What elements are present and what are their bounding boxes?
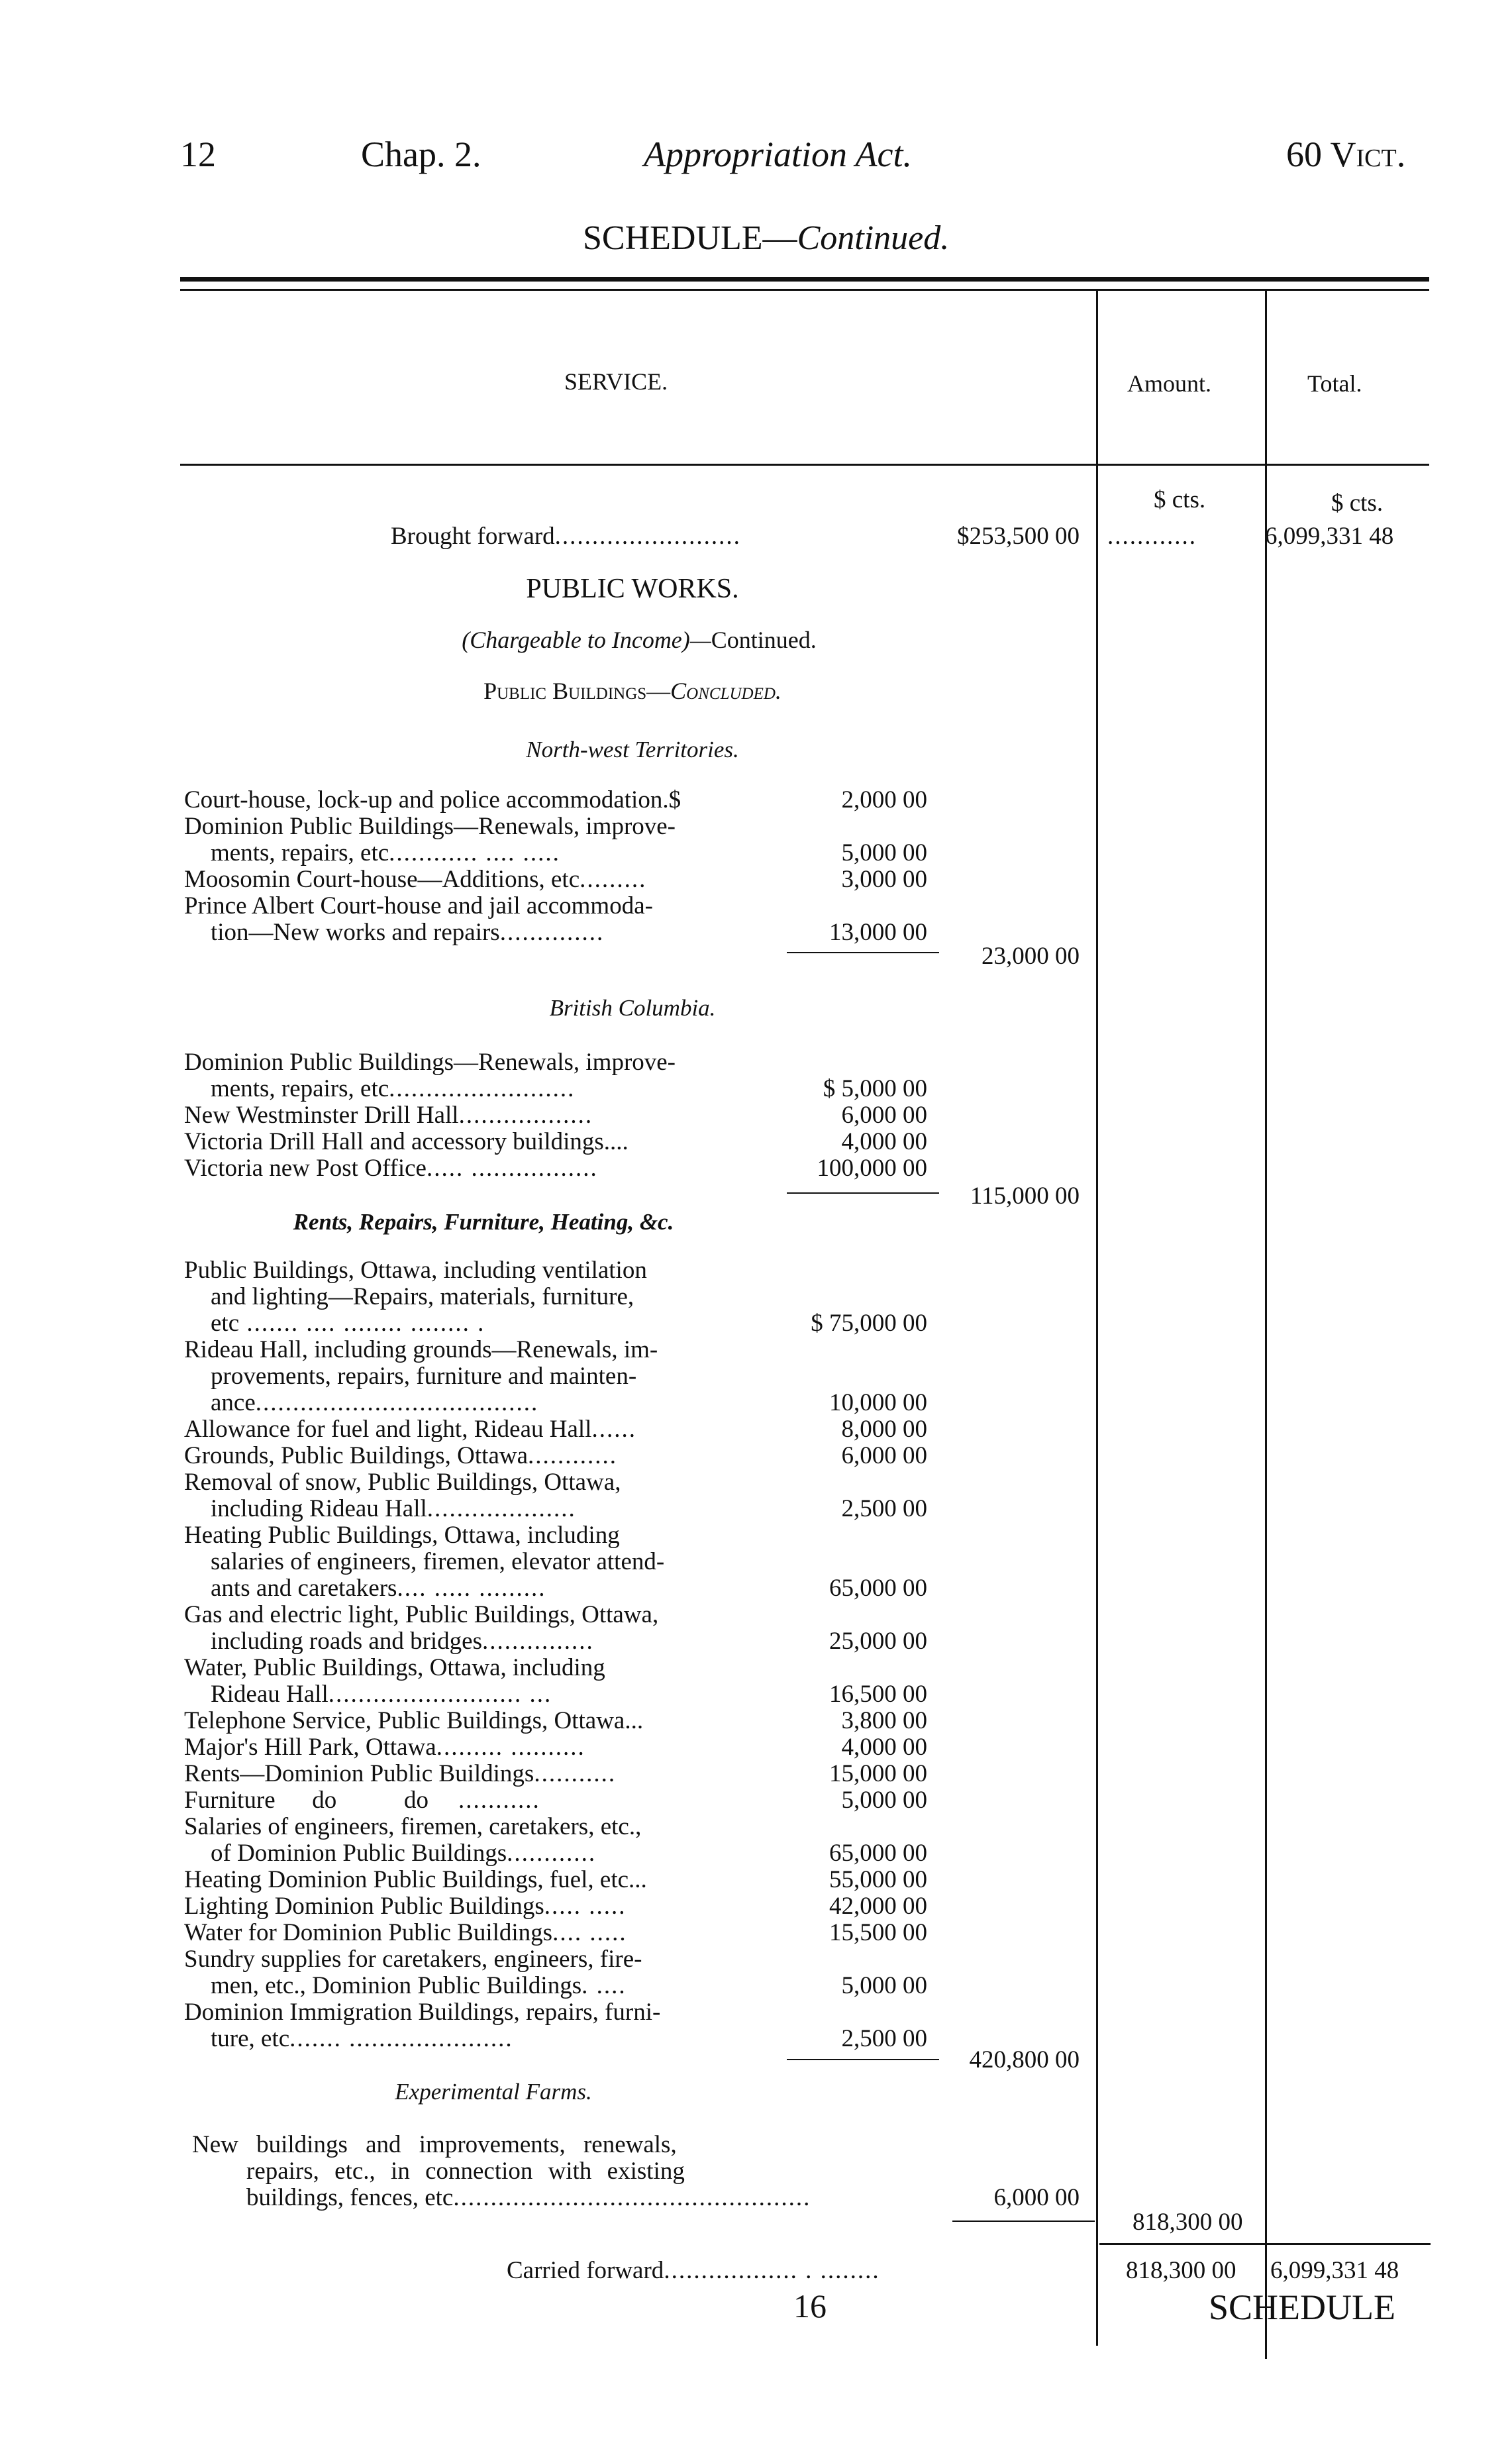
column-divider-amount — [1265, 289, 1267, 2359]
service-column-header: SERVICE. — [564, 368, 668, 395]
list-item: Dominion Public Buildings—Renewals, improve- — [184, 1049, 676, 1076]
carried-forward-amount: 818,300 00 — [1126, 2257, 1236, 2284]
item-value: 8,000 00 — [841, 1416, 927, 1443]
farms-heading: Experimental Farms. — [395, 2079, 592, 2105]
item-value: 3,800 00 — [841, 1707, 927, 1734]
item-value: 13,000 00 — [829, 919, 927, 946]
item-value: 16,500 00 — [829, 1681, 927, 1708]
farms-value: 6,000 00 — [993, 2184, 1080, 2211]
nwt-heading: North-west Territories. — [526, 737, 739, 762]
chapter-label: Chap. 2. — [361, 134, 481, 174]
bottom-rule — [1099, 2243, 1431, 2245]
act-title: Appropriation Act. — [644, 134, 912, 174]
total-units: $ cts. — [1331, 490, 1384, 517]
item-value: 65,000 00 — [829, 1840, 927, 1867]
list-item: Water, Public Buildings, Ottawa, including — [184, 1654, 605, 1681]
bc-heading: British Columbia. — [549, 995, 716, 1021]
list-item-continuation: men, etc., Dominion Public Buildings. .... — [211, 1972, 627, 1999]
list-item-continuation: ance...................................... — [211, 1389, 539, 1416]
list-item: Furniture do do ........... — [184, 1787, 540, 1814]
list-item-continuation: buildings, fences, etc................................................ — [246, 2184, 811, 2211]
list-item: Victoria Drill Hall and accessory buildings.... — [184, 1128, 629, 1155]
list-item-continuation: salaries of engineers, firemen, elevator attend- — [211, 1548, 665, 1575]
list-item: Telephone Service, Public Buildings, Ottawa... — [184, 1707, 644, 1734]
item-value: 10,000 00 — [829, 1389, 927, 1416]
item-value: 3,000 00 — [841, 866, 927, 893]
item-value: 15,500 00 — [829, 1919, 927, 1946]
list-item: Rents—Dominion Public Buildings........... — [184, 1760, 617, 1787]
amount-column-header: Amount. — [1127, 370, 1212, 397]
item-value: 55,000 00 — [829, 1866, 927, 1893]
total-column-header: Total. — [1307, 370, 1362, 397]
dot-leader: ............ — [1107, 523, 1197, 550]
list-item-continuation: Rideau Hall.......................... ... — [211, 1681, 552, 1708]
item-value: 2,500 00 — [841, 2025, 927, 2052]
item-value: 25,000 00 — [829, 1628, 927, 1655]
rents-heading: Rents, Repairs, Furniture, Heating, &c. — [293, 1209, 674, 1235]
section-title: PUBLIC WORKS. — [526, 574, 739, 604]
schedule-title: SCHEDULE—Continued. — [583, 219, 950, 257]
brought-forward-total: 6,099,331 48 — [1265, 523, 1394, 550]
list-item: Gas and electric light, Public Buildings, Ottawa, — [184, 1601, 659, 1628]
list-item-continuation: ments, repairs, etc......................... — [211, 1075, 576, 1102]
subsection-title: Public Buildings—Concluded. — [483, 678, 781, 704]
list-item: New Westminster Drill Hall.................. — [184, 1102, 593, 1129]
list-item: Heating Dominion Public Buildings, fuel, etc... — [184, 1866, 647, 1893]
item-value: $ 5,000 00 — [823, 1075, 927, 1102]
list-item: Moosomin Court-house—Additions, etc......... — [184, 866, 647, 893]
list-item-continuation: including Rideau Hall.................... — [211, 1495, 576, 1522]
list-item: Dominion Immigration Buildings, repairs, furni- — [184, 1999, 661, 2026]
item-value: 2,500 00 — [841, 1495, 927, 1522]
item-value: 5,000 00 — [841, 1972, 927, 1999]
list-item: Rideau Hall, including grounds—Renewals, im- — [184, 1336, 658, 1363]
item-value: 42,000 00 — [829, 1893, 927, 1920]
item-value: 6,000 00 — [841, 1442, 927, 1469]
list-item-continuation: etc ....... .... ........ ........ . — [211, 1310, 485, 1337]
list-item-continuation: ants and caretakers.... ..... ......... — [211, 1575, 546, 1602]
item-value: 4,000 00 — [841, 1734, 927, 1761]
carried-forward-total: 6,099,331 48 — [1270, 2257, 1399, 2284]
page-number: 12 — [180, 134, 216, 174]
list-item: Prince Albert Court-house and jail accommoda- — [184, 892, 653, 919]
item-value: 5,000 00 — [841, 839, 927, 866]
nwt-subtotal: 23,000 00 — [982, 943, 1080, 970]
catchword: SCHEDULE — [1209, 2287, 1395, 2327]
list-item: Victoria new Post Office..... ................. — [184, 1155, 598, 1182]
subtotal-rule — [787, 2059, 939, 2060]
signature-mark: 16 — [793, 2287, 827, 2325]
brought-forward-amount: $253,500 00 — [957, 523, 1080, 550]
list-item-continuation: provements, repairs, furniture and mainten- — [211, 1363, 637, 1390]
header-rule — [180, 464, 1429, 466]
list-item: Major's Hill Park, Ottawa......... .......... — [184, 1734, 585, 1761]
item-value: 5,000 00 — [841, 1787, 927, 1814]
amount-rule — [952, 2221, 1095, 2222]
subtotal-rule — [787, 1192, 939, 1194]
list-item: Grounds, Public Buildings, Ottawa............ — [184, 1442, 618, 1469]
item-value: 4,000 00 — [841, 1128, 927, 1155]
list-item: Removal of snow, Public Buildings, Ottawa, — [184, 1469, 621, 1496]
item-value: 65,000 00 — [829, 1575, 927, 1602]
subtotal-rule — [787, 952, 939, 953]
amount-units: $ cts. — [1154, 486, 1206, 513]
bc-subtotal: 115,000 00 — [970, 1182, 1080, 1210]
list-item-continuation: including roads and bridges............... — [211, 1628, 594, 1655]
list-item: Water for Dominion Public Buildings.... ..... — [184, 1919, 627, 1946]
list-item-continuation: ture, etc....... ...................... — [211, 2025, 513, 2052]
chargeable-note: (Chargeable to Income)—Continued. — [462, 627, 817, 653]
list-item-continuation: ments, repairs, etc............ .... ..... — [211, 839, 560, 866]
item-value: 6,000 00 — [841, 1102, 927, 1129]
list-item: New buildings and improvements, renewals, — [192, 2131, 677, 2158]
column-divider-service — [1096, 289, 1098, 2346]
amount-column-total: 818,300 00 — [1133, 2209, 1243, 2236]
brought-forward-label: Brought forward......................... — [391, 523, 741, 550]
item-value: 2,000 00 — [841, 786, 927, 813]
item-value: 15,000 00 — [829, 1760, 927, 1787]
list-item: Public Buildings, Ottawa, including ventilation — [184, 1257, 647, 1284]
list-item-continuation: of Dominion Public Buildings............ — [211, 1840, 597, 1867]
top-rule-thick — [180, 277, 1429, 282]
list-item-continuation: repairs, etc., in connection with existing — [246, 2158, 685, 2185]
carried-forward-label: Carried forward.................. . ........ — [507, 2257, 880, 2284]
item-value: 100,000 00 — [817, 1155, 927, 1182]
list-item-continuation: tion—New works and repairs.............. — [211, 919, 605, 946]
list-item: Court-house, lock-up and police accommodation.$ — [184, 786, 681, 813]
top-rule-thin — [180, 289, 1429, 291]
list-item: Heating Public Buildings, Ottawa, including — [184, 1522, 620, 1549]
list-item: Sundry supplies for caretakers, engineers, fire- — [184, 1946, 642, 1973]
list-item: Allowance for fuel and light, Rideau Hall...... — [184, 1416, 636, 1443]
regnal-year: 60 Vict. — [1286, 134, 1406, 174]
rents-subtotal: 420,800 00 — [969, 2046, 1080, 2073]
list-item: Dominion Public Buildings—Renewals, improve- — [184, 813, 676, 840]
list-item: Salaries of engineers, firemen, caretakers, etc., — [184, 1813, 642, 1840]
list-item-continuation: and lighting—Repairs, materials, furniture, — [211, 1283, 634, 1310]
item-value: $ 75,000 00 — [811, 1310, 927, 1337]
list-item: Lighting Dominion Public Buildings..... ..... — [184, 1893, 627, 1920]
